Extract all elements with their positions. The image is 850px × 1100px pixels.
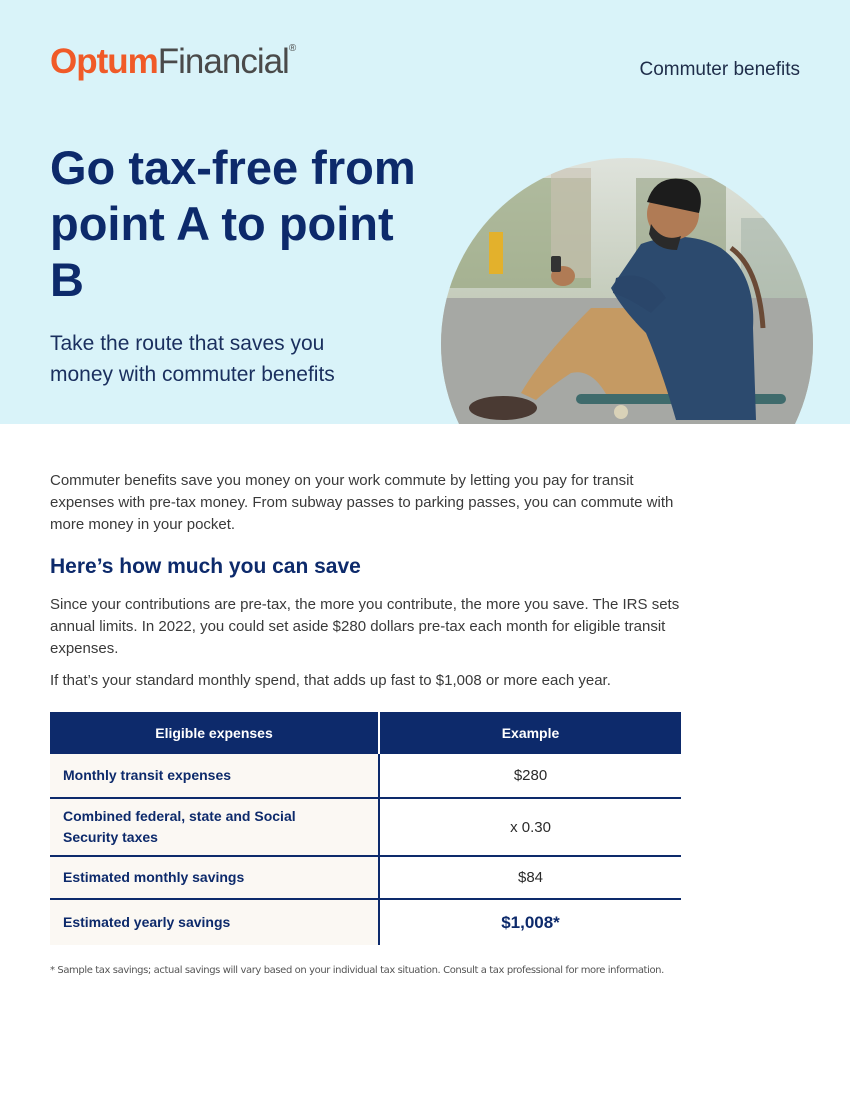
table-row — [50, 857, 681, 900]
table-row — [50, 799, 681, 857]
logo-text: Financial — [157, 42, 289, 81]
logo-brand: Optum — [50, 42, 158, 81]
optum-financial-logo — [50, 44, 295, 79]
row-label: Combined federal, state and Social Security taxes — [50, 799, 380, 855]
savings-table — [50, 712, 681, 945]
savings-paragraph: Since your contributions are pre-tax, the more you contribute, the more you save. The IRS sets annual limits. In 2022, you could set aside $280 dollars pre-tax each month for eligible transit expenses. — [50, 596, 680, 657]
column-header-example: Example — [501, 725, 560, 741]
section-label: Commuter benefits — [639, 59, 800, 80]
savings-summary: If that’s your standard monthly spend, that adds up fast to $1,008 or more each year. — [50, 672, 611, 689]
table-row — [50, 754, 681, 799]
row-label: Estimated monthly savings — [50, 857, 380, 898]
footnote: * Sample tax savings; actual savings will vary based on your individual tax situation. Consult a tax professional for more information. — [50, 965, 664, 976]
page-subtitle: Take the route that saves you money with commuter benefits — [50, 332, 335, 386]
column-header-expenses: Eligible expenses — [50, 712, 380, 754]
page-title: Go tax-free from point A to point B — [50, 141, 416, 306]
table-row — [50, 900, 681, 945]
hero-banner — [0, 0, 850, 424]
logo-registered-mark: ® — [288, 43, 296, 54]
savings-heading: Here’s how much you can save — [50, 555, 361, 578]
row-value: $280 — [513, 767, 548, 784]
row-value: x 0.30 — [510, 818, 551, 836]
row-value: $1,008* — [501, 912, 560, 932]
row-label: Estimated yearly savings — [50, 900, 380, 945]
intro-paragraph: Commuter benefits save you money on your work commute by letting you pay for transit expenses with pre-tax money. From subway passes to parking passes, you can commute with more money in your pocket. — [50, 472, 674, 533]
table-header — [50, 712, 681, 754]
row-label: Monthly transit expenses — [50, 754, 380, 797]
commuter-photo — [441, 158, 813, 424]
row-value: $84 — [517, 869, 544, 886]
